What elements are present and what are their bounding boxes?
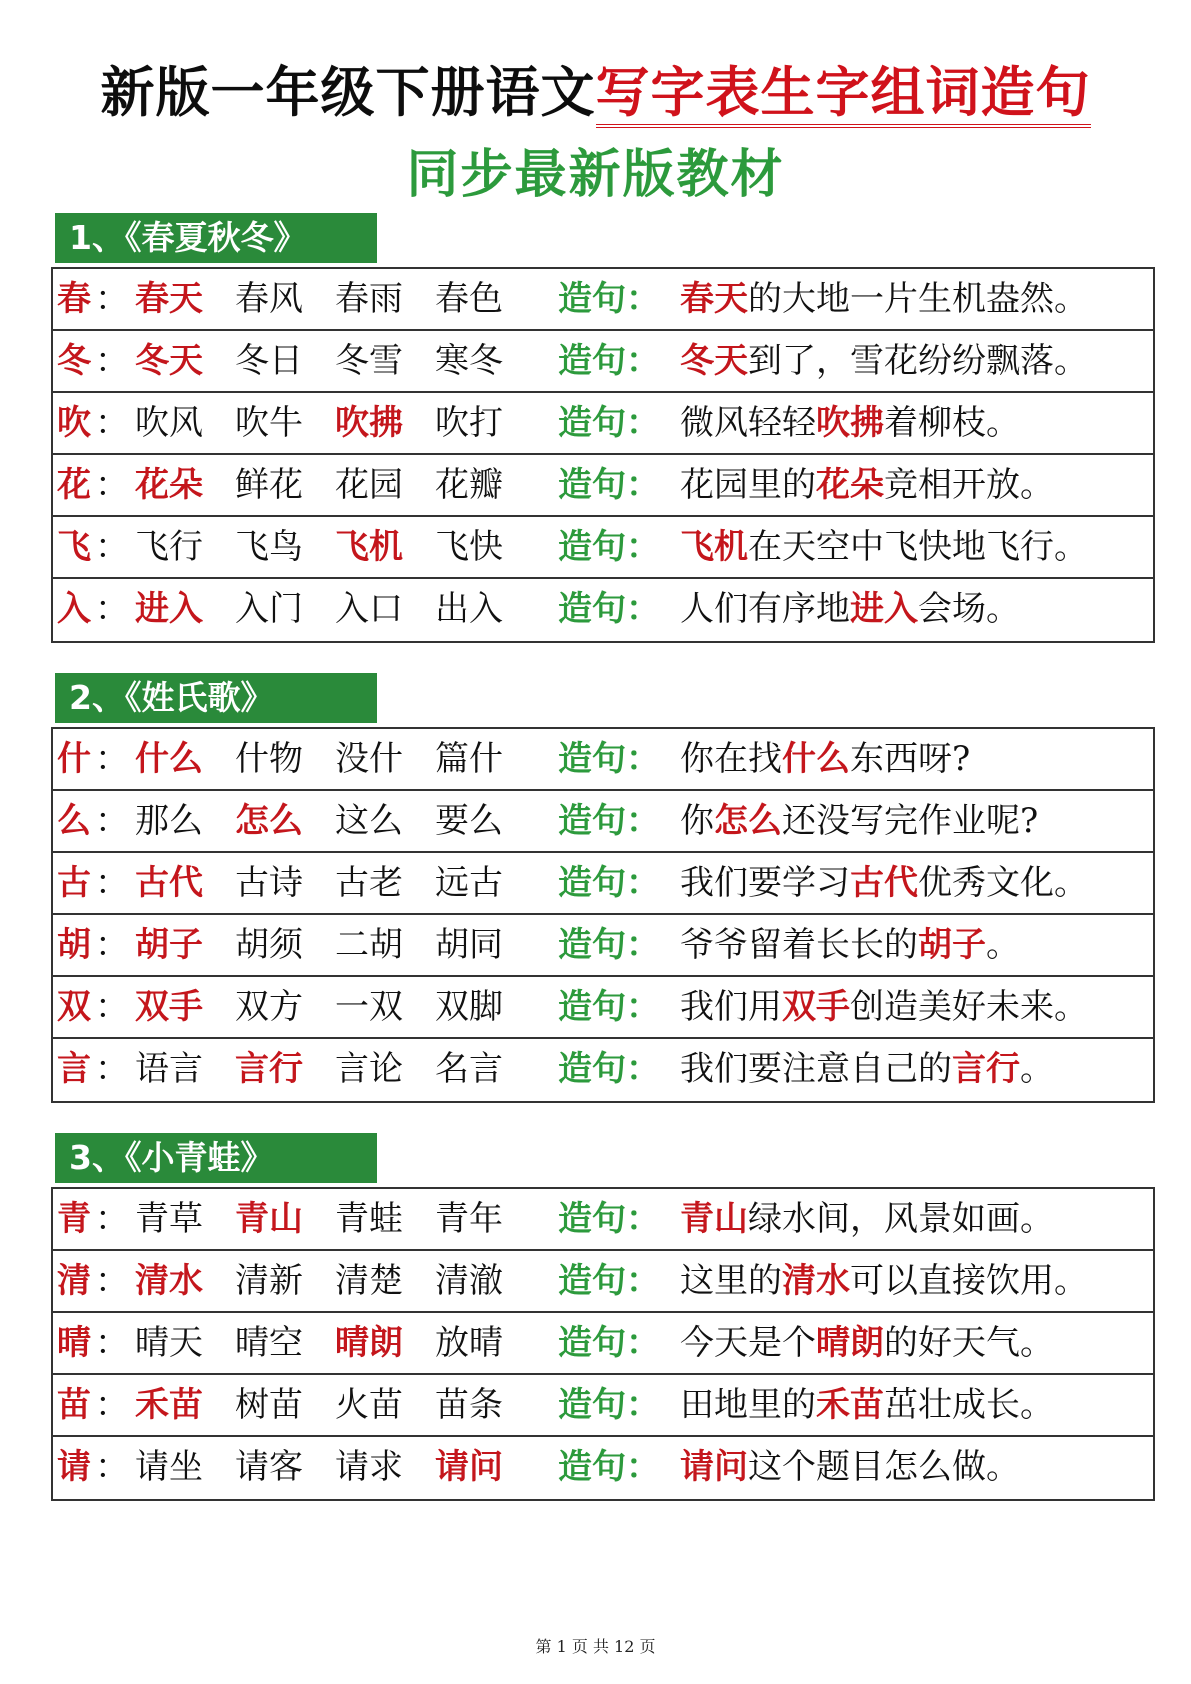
example-sentence <box>680 1375 1054 1435</box>
sentence-text: 这个题目怎么做。 <box>748 1447 1020 1487</box>
colon: ： <box>95 925 129 965</box>
word: 古诗 <box>235 863 303 903</box>
example-sentence <box>680 331 1088 391</box>
vocab-row <box>53 1251 1153 1313</box>
vocab-row <box>53 853 1153 915</box>
vocab-row <box>53 729 1153 791</box>
sentence-label: 造句： <box>558 1049 660 1089</box>
vocab-row <box>53 393 1153 455</box>
character: 冬 <box>57 341 91 381</box>
lesson-title: 3、《小青蛙》 <box>55 1133 377 1183</box>
word: 古代 <box>135 863 203 903</box>
sentence-text: 在天空中飞快地飞行。 <box>748 527 1088 567</box>
vocab-row <box>53 1375 1153 1437</box>
example-sentence <box>680 791 1038 851</box>
word: 青山 <box>235 1199 303 1239</box>
example-sentence <box>680 455 1054 515</box>
highlighted-word: 言行 <box>952 1049 1020 1089</box>
sentence-label: 造句： <box>558 465 660 505</box>
colon: ： <box>95 1323 129 1363</box>
sentence-text: 花园里的 <box>680 465 816 505</box>
example-sentence <box>680 1251 1088 1311</box>
word: 花园 <box>335 465 403 505</box>
colon: ： <box>95 1049 129 1089</box>
word: 出入 <box>435 589 503 629</box>
example-sentence <box>680 579 1020 639</box>
word: 要么 <box>435 801 503 841</box>
word: 清水 <box>135 1261 203 1301</box>
example-sentence <box>680 269 1088 329</box>
vocab-table <box>51 267 1155 643</box>
sentence-text: 东西呀? <box>850 739 971 779</box>
word: 进入 <box>135 589 203 629</box>
word: 青蛙 <box>335 1199 403 1239</box>
word: 入门 <box>235 589 303 629</box>
sentence-text: 爷爷留着长长的 <box>680 925 918 965</box>
word: 晴天 <box>135 1323 203 1363</box>
sentence-label: 造句： <box>558 1447 660 1487</box>
colon: ： <box>95 987 129 1027</box>
word: 请问 <box>435 1447 503 1487</box>
character: 古 <box>57 863 91 903</box>
sentence-text: 绿水间，风景如画。 <box>748 1199 1054 1239</box>
colon: ： <box>95 801 129 841</box>
vocab-row <box>53 269 1153 331</box>
character: 么 <box>57 801 91 841</box>
word: 花瓣 <box>435 465 503 505</box>
example-sentence <box>680 729 970 789</box>
highlighted-word: 胡子 <box>918 925 986 965</box>
word: 飞机 <box>335 527 403 567</box>
word: 双手 <box>135 987 203 1027</box>
word: 胡子 <box>135 925 203 965</box>
vocab-row <box>53 915 1153 977</box>
character: 胡 <box>57 925 91 965</box>
sentence-text: 人们有序地 <box>680 589 850 629</box>
highlighted-word: 进入 <box>850 589 918 629</box>
title-part1: 新版一年级下册语文 <box>100 61 596 124</box>
sentence-text: 的好天气。 <box>884 1323 1054 1363</box>
word: 言行 <box>235 1049 303 1089</box>
word: 禾苗 <box>135 1385 203 1425</box>
highlighted-word: 怎么 <box>714 801 782 841</box>
vocab-row <box>53 331 1153 393</box>
word: 苗条 <box>435 1385 503 1425</box>
highlighted-word: 请问 <box>680 1447 748 1487</box>
sentence-text: 还没写完作业呢? <box>782 801 1039 841</box>
word: 寒冬 <box>435 341 503 381</box>
character: 请 <box>57 1447 91 1487</box>
word: 什物 <box>235 739 303 779</box>
sentence-label: 造句： <box>558 925 660 965</box>
character: 言 <box>57 1049 91 1089</box>
lesson-title: 2、《姓氏歌》 <box>55 673 377 723</box>
word: 放晴 <box>435 1323 503 1363</box>
character: 双 <box>57 987 91 1027</box>
colon: ： <box>95 465 129 505</box>
character: 晴 <box>57 1323 91 1363</box>
highlighted-word: 清水 <box>782 1261 850 1301</box>
word: 清澈 <box>435 1261 503 1301</box>
word: 二胡 <box>335 925 403 965</box>
sentence-label: 造句： <box>558 589 660 629</box>
vocab-row <box>53 1313 1153 1375</box>
word: 篇什 <box>435 739 503 779</box>
word: 树苗 <box>235 1385 303 1425</box>
sentence-text: 茁壮成长。 <box>884 1385 1054 1425</box>
vocab-row <box>53 1437 1153 1499</box>
word: 双方 <box>235 987 303 1027</box>
word: 怎么 <box>235 801 303 841</box>
vocab-table <box>51 727 1155 1103</box>
word: 语言 <box>135 1049 203 1089</box>
lesson-title: 1、《春夏秋冬》 <box>55 213 377 263</box>
vocab-table <box>51 1187 1155 1501</box>
example-sentence <box>680 1039 1054 1099</box>
highlighted-word: 古代 <box>850 863 918 903</box>
word: 飞行 <box>135 527 203 567</box>
colon: ： <box>95 527 129 567</box>
word: 双脚 <box>435 987 503 1027</box>
character: 青 <box>57 1199 91 1239</box>
example-sentence <box>680 915 1020 975</box>
sentence-label: 造句： <box>558 863 660 903</box>
word: 没什 <box>335 739 403 779</box>
sentence-label: 造句： <box>558 1385 660 1425</box>
highlighted-word: 禾苗 <box>816 1385 884 1425</box>
example-sentence <box>680 1189 1054 1249</box>
sentence-label: 造句： <box>558 987 660 1027</box>
word: 冬日 <box>235 341 303 381</box>
colon: ： <box>95 1261 129 1301</box>
sentence-text: 会场。 <box>918 589 1020 629</box>
sentence-label: 造句： <box>558 403 660 443</box>
highlighted-word: 晴朗 <box>816 1323 884 1363</box>
word: 这么 <box>335 801 403 841</box>
sentence-text: 优秀文化。 <box>918 863 1088 903</box>
word: 胡同 <box>435 925 503 965</box>
sentence-label: 造句： <box>558 527 660 567</box>
word: 什么 <box>135 739 203 779</box>
word: 古老 <box>335 863 403 903</box>
page-footer: 第 1 页 共 12 页 <box>535 1637 656 1656</box>
sentence-label: 造句： <box>558 801 660 841</box>
sentence-text: 可以直接饮用。 <box>850 1261 1088 1301</box>
colon: ： <box>95 589 129 629</box>
word: 请客 <box>235 1447 303 1487</box>
highlighted-word: 飞机 <box>680 527 748 567</box>
word: 吹风 <box>135 403 203 443</box>
sentence-text: 田地里的 <box>680 1385 816 1425</box>
word: 清楚 <box>335 1261 403 1301</box>
colon: ： <box>95 1199 129 1239</box>
vocab-row <box>53 455 1153 517</box>
highlighted-word: 花朵 <box>816 465 884 505</box>
word: 冬雪 <box>335 341 403 381</box>
sentence-text: 着柳枝。 <box>884 403 1020 443</box>
colon: ： <box>95 341 129 381</box>
sentence-text: 这里的 <box>680 1261 782 1301</box>
sentence-text: 你 <box>680 801 714 841</box>
example-sentence <box>680 853 1088 913</box>
colon: ： <box>95 863 129 903</box>
example-sentence <box>680 1437 1020 1497</box>
word: 青草 <box>135 1199 203 1239</box>
sentence-text: 我们要注意自己的 <box>680 1049 952 1089</box>
sentence-text: 今天是个 <box>680 1323 816 1363</box>
vocab-row <box>53 517 1153 579</box>
sentence-label: 造句： <box>558 341 660 381</box>
sentence-text: 我们用 <box>680 987 782 1027</box>
word: 吹拂 <box>335 403 403 443</box>
sentence-text: 的大地一片生机盎然。 <box>748 279 1088 319</box>
character: 飞 <box>57 527 91 567</box>
sentence-text: 微风轻轻 <box>680 403 816 443</box>
sentence-text: 我们要学习 <box>680 863 850 903</box>
word: 飞鸟 <box>235 527 303 567</box>
word: 飞快 <box>435 527 503 567</box>
character: 吹 <box>57 403 91 443</box>
example-sentence <box>680 393 1020 453</box>
word: 晴朗 <box>335 1323 403 1363</box>
word: 名言 <box>435 1049 503 1089</box>
page-subtitle: 同步最新版教材 <box>406 145 785 205</box>
word: 言论 <box>335 1049 403 1089</box>
word: 春雨 <box>335 279 403 319</box>
sentence-label: 造句： <box>558 1323 660 1363</box>
word: 那么 <box>135 801 203 841</box>
highlighted-word: 青山 <box>680 1199 748 1239</box>
highlighted-word: 双手 <box>782 987 850 1027</box>
word: 远古 <box>435 863 503 903</box>
word: 花朵 <box>135 465 203 505</box>
word: 鲜花 <box>235 465 303 505</box>
character: 入 <box>57 589 91 629</box>
word: 春风 <box>235 279 303 319</box>
word: 火苗 <box>335 1385 403 1425</box>
word: 青年 <box>435 1199 503 1239</box>
vocab-row <box>53 977 1153 1039</box>
colon: ： <box>95 1385 129 1425</box>
sentence-text: 。 <box>1020 1049 1054 1089</box>
sentence-label: 造句： <box>558 1261 660 1301</box>
character: 苗 <box>57 1385 91 1425</box>
word: 晴空 <box>235 1323 303 1363</box>
sentence-label: 造句： <box>558 279 660 319</box>
character: 清 <box>57 1261 91 1301</box>
sentence-text: 。 <box>986 925 1020 965</box>
word: 胡须 <box>235 925 303 965</box>
highlighted-word: 冬天 <box>680 341 748 381</box>
character: 春 <box>57 279 91 319</box>
sentence-label: 造句： <box>558 1199 660 1239</box>
word: 吹打 <box>435 403 503 443</box>
highlighted-word: 什么 <box>782 739 850 779</box>
word: 春天 <box>135 279 203 319</box>
colon: ： <box>95 279 129 319</box>
word: 冬天 <box>135 341 203 381</box>
character: 什 <box>57 739 91 779</box>
page-title <box>0 58 1191 128</box>
vocab-row <box>53 1189 1153 1251</box>
word: 春色 <box>435 279 503 319</box>
sentence-text: 到了，雪花纷纷飘落。 <box>748 341 1088 381</box>
highlighted-word: 春天 <box>680 279 748 319</box>
sentence-text: 创造美好未来。 <box>850 987 1088 1027</box>
word: 清新 <box>235 1261 303 1301</box>
word: 一双 <box>335 987 403 1027</box>
sentence-text: 你在找 <box>680 739 782 779</box>
word: 吹牛 <box>235 403 303 443</box>
example-sentence <box>680 1313 1054 1373</box>
character: 花 <box>57 465 91 505</box>
colon: ： <box>95 1447 129 1487</box>
example-sentence <box>680 977 1088 1037</box>
colon: ： <box>95 739 129 779</box>
title-part2: 写字表生字组词造句 <box>596 61 1091 128</box>
colon: ： <box>95 403 129 443</box>
sentence-label: 造句： <box>558 739 660 779</box>
word: 请求 <box>335 1447 403 1487</box>
example-sentence <box>680 517 1088 577</box>
word: 请坐 <box>135 1447 203 1487</box>
vocab-row <box>53 791 1153 853</box>
vocab-row <box>53 579 1153 641</box>
sentence-text: 竞相开放。 <box>884 465 1054 505</box>
highlighted-word: 吹拂 <box>816 403 884 443</box>
word: 入口 <box>335 589 403 629</box>
vocab-row <box>53 1039 1153 1101</box>
